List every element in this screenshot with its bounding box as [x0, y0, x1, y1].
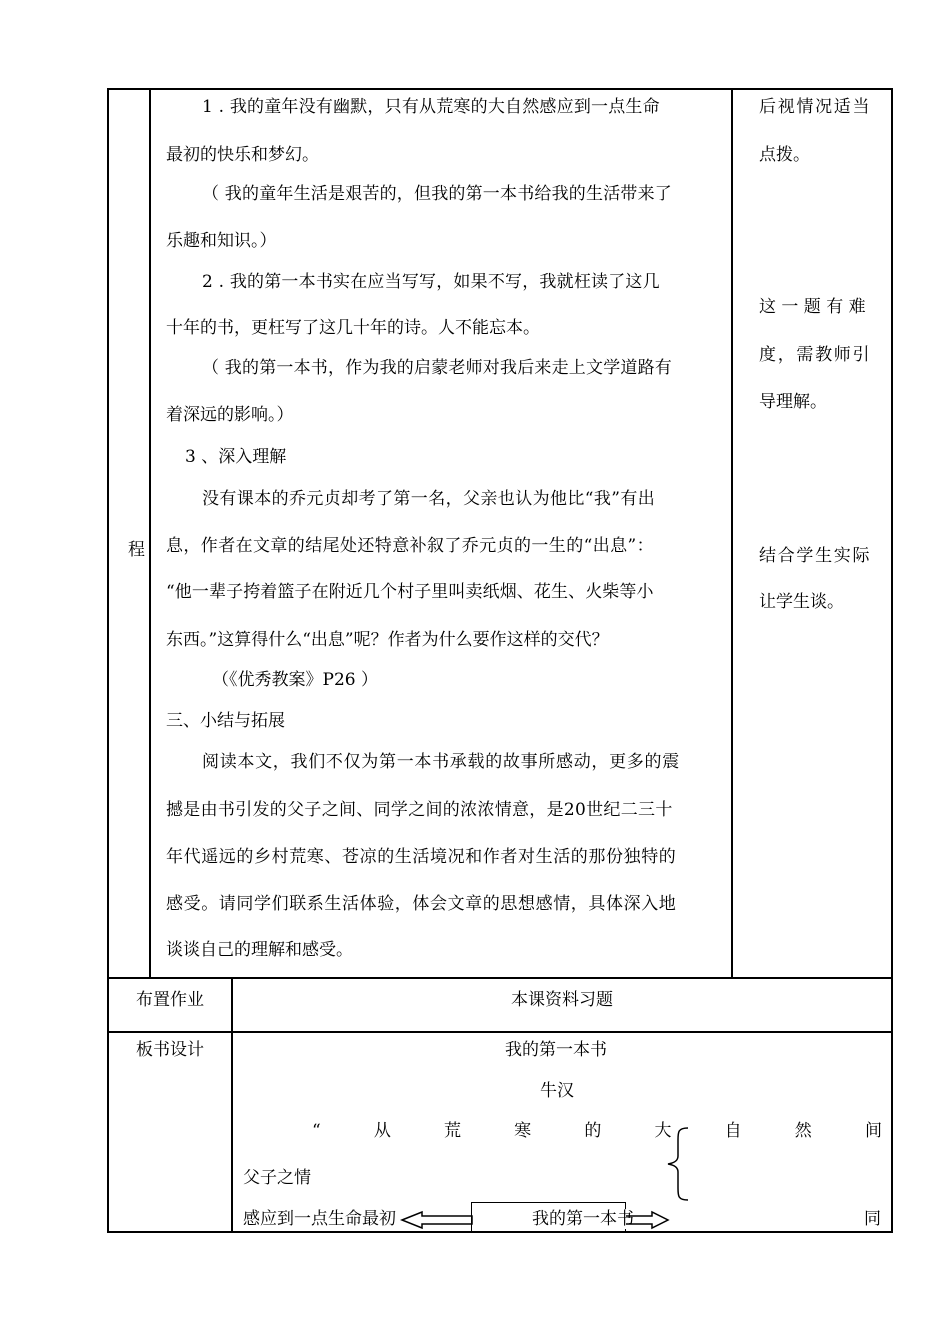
board-char: 荒 [444, 1121, 462, 1141]
table-border-top [108, 88, 893, 90]
note-line: 度，需教师引 [759, 345, 872, 365]
board-right-char: 同 [864, 1209, 881, 1229]
note-line: 这 一 题 有 难 [759, 297, 866, 317]
board-char: “ [312, 1121, 321, 1141]
paragraph-line: 最初的快乐和梦幻。 [166, 145, 319, 165]
note-line: 导理解。 [759, 392, 827, 412]
brace-shape [664, 1126, 694, 1202]
board-center: 我的第一本书 [532, 1209, 634, 1229]
process-row-label: 程 [128, 540, 145, 560]
notes-column-divider [731, 88, 733, 978]
paragraph-line: 年代遥远的乡村荒寒、苍凉的生活境况和作者对生活的那份独特的 [166, 847, 677, 867]
board-char: 从 [373, 1121, 391, 1141]
table-border-right [891, 88, 893, 1233]
board-char: 然 [794, 1121, 812, 1141]
paragraph-line: （ 我的第一本书，作为我的启蒙老师对我后来走上文学道路有 [202, 358, 673, 378]
paragraph-line: （《优秀教案》P26 ） [212, 670, 378, 690]
board-line-sense: 感应到一点生命最初 [243, 1209, 396, 1229]
paragraph-line: （ 我的童年生活是艰苦的，但我的第一本书给我的生活带来了 [202, 184, 673, 204]
paragraph-line: 三、小结与拓展 [166, 711, 285, 731]
paragraph-line: 十年的书，更枉写了这几十年的诗。人不能忘本。 [166, 318, 540, 338]
paragraph-line: 着深远的影响。） [166, 405, 294, 425]
paragraph-line: 3 、深入理解 [185, 447, 287, 467]
table-border-bottom [108, 1231, 893, 1233]
paragraph-line: 感受。请同学们联系生活体验，体会文章的思想感情，具体深入地 [166, 894, 677, 914]
board-spread-line [312, 1121, 882, 1141]
board-title: 我的第一本书 [505, 1040, 607, 1060]
note-line: 点拨。 [759, 145, 810, 165]
row-divider-homework-top [108, 977, 893, 979]
label-column-divider [149, 88, 151, 978]
paragraph-line: “他一辈子挎着篮子在附近几个村子里叫卖纸烟、花生、火柴等小 [166, 582, 654, 602]
left-double-arrow [400, 1208, 474, 1232]
paragraph-line: 乐趣和知识。） [166, 231, 277, 251]
paragraph-line: 谈谈自己的理解和感受。 [166, 940, 353, 960]
paragraph-line: 阅读本文，我们不仅为第一本书承载的故事所感动，更多的震 [202, 752, 680, 772]
board-line-father-son: 父子之情 [243, 1168, 311, 1188]
paragraph-line: 息，作者在文章的结尾处还特意补叙了乔元贞的一生的“出息”： [166, 536, 654, 556]
homework-label: 布置作业 [136, 990, 204, 1010]
paragraph-line: 撼是由书引发的父子之间、同学之间的浓浓情意，是20世纪二三十 [166, 800, 673, 820]
board-char: 大 [654, 1121, 672, 1141]
board-char: 间 [864, 1121, 882, 1141]
note-line: 结合学生实际 [759, 546, 872, 566]
row-divider-board-top [108, 1031, 893, 1033]
paragraph-line: 2 . 我的第一本书实在应当写写，如果不写，我就枉读了这几 [202, 272, 660, 292]
board-label: 板书设计 [136, 1040, 204, 1060]
paragraph-line: 1 . 我的童年没有幽默，只有从荒寒的大自然感应到一点生命 [202, 97, 660, 117]
note-line: 后视情况适当 [759, 97, 872, 117]
board-author: 牛汉 [540, 1081, 574, 1101]
note-line: 让学生谈。 [759, 592, 844, 612]
paragraph-line: 东西。”这算得什么“出息”呢？作者为什么要作这样的交代？ [166, 630, 609, 650]
homework-value: 本课资料习题 [511, 990, 613, 1010]
table-border-left [107, 88, 109, 1233]
board-char: 的 [584, 1121, 602, 1141]
board-char: 自 [724, 1121, 742, 1141]
bottom-rows-column-divider [231, 978, 233, 1232]
board-char: 寒 [514, 1121, 532, 1141]
paragraph-line: 没有课本的乔元贞却考了第一名，父亲也认为他比“我”有出 [202, 489, 656, 509]
right-double-arrow [624, 1208, 670, 1232]
